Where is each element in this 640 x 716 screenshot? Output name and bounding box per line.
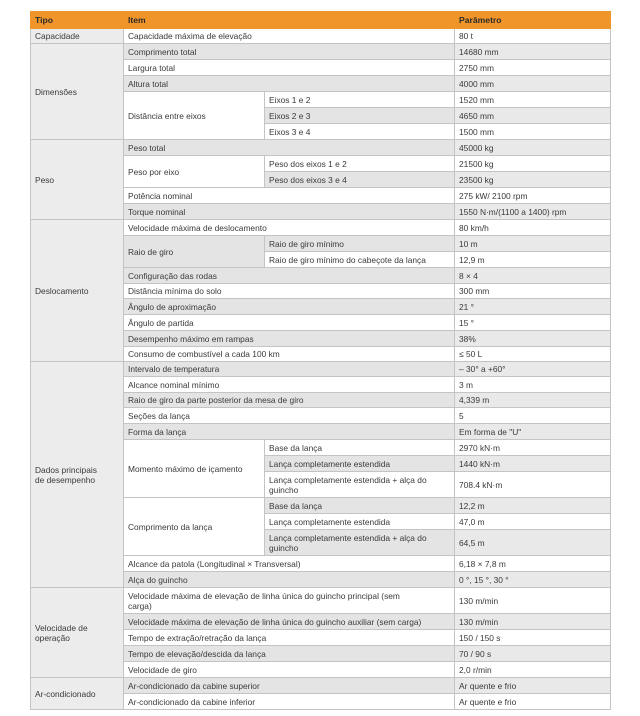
value-cell: 1520 mm: [455, 92, 611, 108]
table-header-row: [31, 12, 611, 29]
item-line: Velocidade máxima de elevação de linha única do guincho principal (sem: [128, 590, 400, 601]
subitem-line: Lança completamente estendida + alça do: [269, 532, 427, 543]
subitem-cell: Raio de giro mínimo: [265, 236, 455, 252]
value-cell: 130 m/min: [455, 588, 611, 614]
item-cell: Torque nominal: [124, 204, 455, 220]
group-label-line: operação: [35, 632, 70, 643]
value-cell: 21500 kg: [455, 156, 611, 172]
value-cell: 12,2 m: [455, 498, 611, 514]
header-parametro: Parâmetro: [455, 12, 611, 29]
item-cell: Intervalo de temperatura: [124, 362, 455, 377]
value-cell: Ar quente e frio: [455, 678, 611, 694]
value-cell: 64,5 m: [455, 530, 611, 556]
value-cell: – 30° a +60°: [455, 362, 611, 377]
value-cell: 10 m: [455, 236, 611, 252]
subitem-cell: Base da lança: [265, 498, 455, 514]
subitem-cell: Peso dos eixos 3 e 4: [265, 172, 455, 188]
subitem-cell: [265, 472, 455, 498]
item-cell: Alça do guincho: [124, 572, 455, 588]
subitem-cell: Lança completamente estendida: [265, 514, 455, 530]
item-cell: Peso total: [124, 140, 455, 156]
spec-table: [30, 11, 611, 710]
item-cell: Velocidade de giro: [124, 662, 455, 678]
item-line: carga): [128, 600, 152, 611]
item-cell: Raio de giro: [124, 236, 265, 268]
item-cell: Capacidade máxima de elevação: [124, 29, 455, 44]
group-deslocamento: Deslocamento: [31, 220, 124, 362]
value-cell: 1500 mm: [455, 124, 611, 140]
group-peso: Peso: [31, 140, 124, 220]
subitem-cell: Eixos 1 e 2: [265, 92, 455, 108]
group-velocidade-operacao: [31, 588, 124, 678]
value-cell: ≤ 50 L: [455, 347, 611, 362]
item-cell: Comprimento da lança: [124, 498, 265, 556]
value-cell: 150 / 150 s: [455, 630, 611, 646]
table-row: [31, 44, 611, 60]
value-cell: 4650 mm: [455, 108, 611, 124]
item-cell: Raio de giro da parte posterior da mesa de giro: [124, 393, 455, 408]
item-cell: Alcance da patola (Longitudinal × Transversal): [124, 556, 455, 572]
item-cell: Comprimento total: [124, 44, 455, 60]
subitem-cell: Raio de giro mínimo do cabeçote da lança: [265, 252, 455, 268]
value-cell: 300 mm: [455, 284, 611, 299]
value-cell: 4,339 m: [455, 393, 611, 408]
item-cell: Tempo de elevação/descida da lança: [124, 646, 455, 662]
item-cell: Ar-condicionado da cabine superior: [124, 678, 455, 694]
value-cell: 70 / 90 s: [455, 646, 611, 662]
item-cell: Alcance nominal mínimo: [124, 377, 455, 393]
table-row: [31, 220, 611, 236]
value-cell: 0 °, 15 °, 30 °: [455, 572, 611, 588]
value-cell: 3 m: [455, 377, 611, 393]
subitem-line: guincho: [269, 542, 299, 553]
value-cell: 47,0 m: [455, 514, 611, 530]
item-cell: Velocidade máxima de deslocamento: [124, 220, 455, 236]
table-row: [31, 140, 611, 156]
value-cell: Ar quente e frio: [455, 694, 611, 710]
group-label-line: Velocidade de: [35, 622, 88, 633]
item-cell: Configuração das rodas: [124, 268, 455, 284]
item-cell: Seções da lança: [124, 408, 455, 424]
header-item: Item: [124, 12, 455, 29]
value-cell: 14680 mm: [455, 44, 611, 60]
item-cell: Consumo de combustível a cada 100 km: [124, 347, 455, 362]
spec-table-wrapper: [30, 11, 610, 710]
subitem-cell: [265, 530, 455, 556]
group-capacidade: Capacidade: [31, 29, 124, 44]
value-cell: 80 t: [455, 29, 611, 44]
value-cell: 2970 kN·m: [455, 440, 611, 456]
subitem-cell: Base da lança: [265, 440, 455, 456]
group-ar-condicionado: Ar-condicionado: [31, 678, 124, 710]
value-cell: 2,0 r/min: [455, 662, 611, 678]
item-cell: Velocidade máxima de elevação de linha única do guincho auxiliar (sem carga): [124, 614, 455, 630]
value-cell: 4000 mm: [455, 76, 611, 92]
group-label-line: de desempenho: [35, 474, 96, 485]
value-cell: 2750 mm: [455, 60, 611, 76]
value-cell: Em forma de "U": [455, 424, 611, 440]
value-cell: 5: [455, 408, 611, 424]
group-dados-principais: [31, 362, 124, 588]
group-dimensoes: Dimensões: [31, 44, 124, 140]
item-cell: Momento máximo de içamento: [124, 440, 265, 498]
item-cell: Forma da lança: [124, 424, 455, 440]
value-cell: 21 °: [455, 299, 611, 315]
subitem-cell: Eixos 2 e 3: [265, 108, 455, 124]
item-cell: Peso por eixo: [124, 156, 265, 188]
value-cell: 1550 N·m/(1100 a 1400) rpm: [455, 204, 611, 220]
table-row: [31, 588, 611, 614]
value-cell: 6,18 × 7,8 m: [455, 556, 611, 572]
table-row: [31, 29, 611, 44]
value-cell: 1440 kN·m: [455, 456, 611, 472]
value-cell: 45000 kg: [455, 140, 611, 156]
table-row: [31, 362, 611, 377]
value-cell: 80 km/h: [455, 220, 611, 236]
value-cell: 12,9 m: [455, 252, 611, 268]
value-cell: 275 kW/ 2100 rpm: [455, 188, 611, 204]
item-cell: Desempenho máximo em rampas: [124, 331, 455, 347]
subitem-cell: Peso dos eixos 1 e 2: [265, 156, 455, 172]
item-cell: [124, 588, 455, 614]
subitem-cell: Eixos 3 e 4: [265, 124, 455, 140]
item-cell: Distância entre eixos: [124, 92, 265, 140]
subitem-cell: Lança completamente estendida: [265, 456, 455, 472]
header-tipo: Tipo: [31, 12, 124, 29]
value-cell: 23500 kg: [455, 172, 611, 188]
value-cell: 708.4 kN·m: [455, 472, 611, 498]
value-cell: 38%: [455, 331, 611, 347]
item-cell: Potência nominal: [124, 188, 455, 204]
value-cell: 8 × 4: [455, 268, 611, 284]
item-cell: Altura total: [124, 76, 455, 92]
item-cell: Tempo de extração/retração da lança: [124, 630, 455, 646]
group-label-line: Dados principais: [35, 464, 97, 475]
subitem-line: Lança completamente estendida + alça do: [269, 474, 427, 485]
item-cell: Distância mínima do solo: [124, 284, 455, 299]
item-cell: Largura total: [124, 60, 455, 76]
item-cell: Ângulo de aproximação: [124, 299, 455, 315]
table-row: [31, 678, 611, 694]
value-cell: 15 °: [455, 315, 611, 331]
item-cell: Ângulo de partida: [124, 315, 455, 331]
item-cell: Ar-condicionado da cabine inferior: [124, 694, 455, 710]
subitem-line: guincho: [269, 484, 299, 495]
value-cell: 130 m/min: [455, 614, 611, 630]
